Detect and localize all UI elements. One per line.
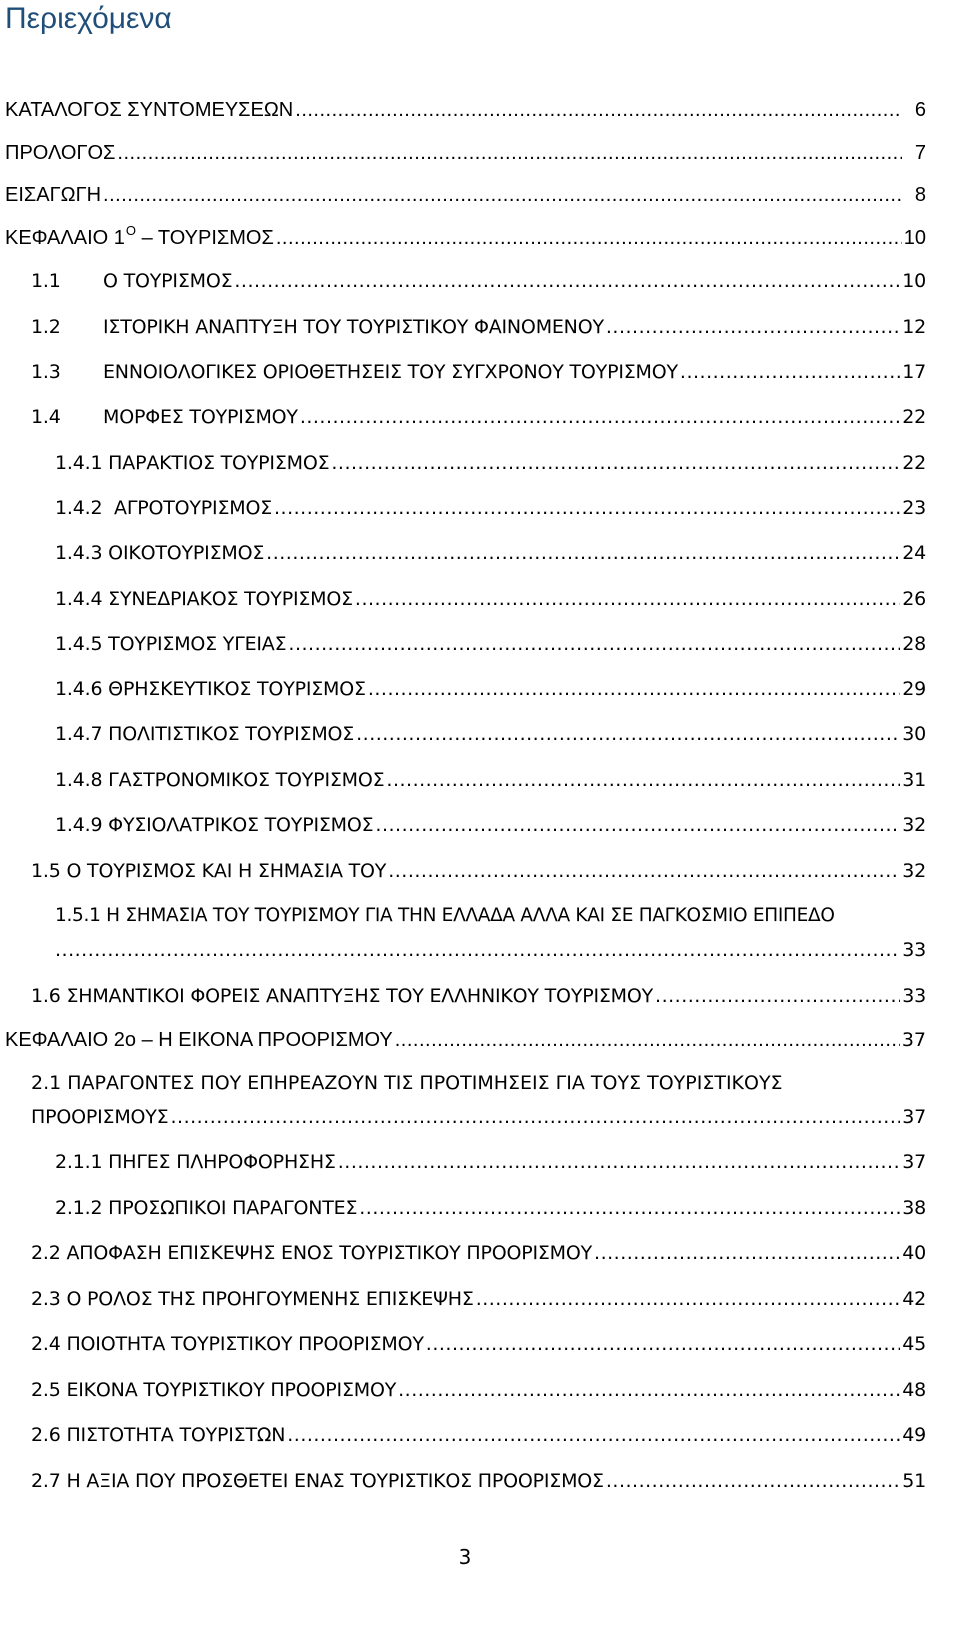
toc-entry-title: 2.1.1 ΠΗΓΕΣ ΠΛΗΡΟΦΟΡΗΣΗΣ [55,1151,336,1173]
toc-leader [331,451,900,475]
toc-entry-title: ΜΟΡΦΕΣ ΤΟΥΡΙΣΜΟΥ [103,406,298,428]
page-number: 3 [458,1545,472,1569]
toc-entry-page: 32 [902,860,926,882]
toc-entry-title: 2.3 Ο ΡΟΛΟΣ ΤΗΣ ΠΡΟΗΓΟΥΜΕΝΗΣ ΕΠΙΣΚΕΨΗΣ [31,1288,474,1310]
toc-entry-title[interactable]: 1.5.1 Η ΣΗΜΑΣΙΑ ΤΟΥ ΤΟΥΡΙΣΜΟΥ ΓΙΑ ΤΗΝ ΕΛΛΑΔΑ ΑΛΛΑ ΚΑΙ ΣΕ ΠΑΓΚΟΣΜΙΟ ΕΠΙΠΕΔΟ [55,905,835,926]
toc-entry-title: 1.6 ΣΗΜΑΝΤΙΚΟΙ ΦΟΡΕΙΣ ΑΝΑΠΤΥΞΗΣ ΤΟΥ ΕΛΛΗΝΙΚΟΥ ΤΟΥΡΙΣΜΟΥ [31,985,654,1007]
toc-leader [594,1241,900,1265]
toc-entry-title: 2.7 Η ΑΞΙΑ ΠΟΥ ΠΡΟΣΘΕΤΕΙ ΕΝΑΣ ΤΟΥΡΙΣΤΙΚΟΣ ΠΡΟΟΡΙΣΜΟΣ [31,1470,604,1492]
toc-entry[interactable] [31,1105,926,1129]
toc-entry-page: 42 [902,1288,926,1310]
toc-entry-number: 1.2 [31,316,61,338]
toc-entry[interactable] [55,768,926,792]
toc-entry-title: 2.5 ΕΙΚΟΝΑ ΤΟΥΡΙΣΤΙΚΟΥ ΠΡΟΟΡΙΣΜΟΥ [31,1379,397,1401]
toc-entry[interactable] [31,1241,926,1265]
toc-leader [266,541,900,565]
toc-leader [170,1105,900,1129]
toc-leader [426,1332,900,1356]
toc-entry-page: 30 [902,723,926,745]
toc-entry-title: 1.4.8 ΓΑΣΤΡΟΝΟΜΙΚΟΣ ΤΟΥΡΙΣΜΟΣ [55,769,385,791]
toc-entry-page: 26 [902,588,926,610]
toc-leader [388,859,900,883]
toc-entry[interactable] [31,1332,926,1356]
toc-leader [355,587,900,611]
toc-entry[interactable] [31,269,926,293]
toc-entry-page: 12 [902,316,926,338]
toc-entry-page: 8 [914,184,926,206]
toc-entry-title: 1.4.3 ΟΙΚΟΤΟΥΡΙΣΜΟΣ [55,542,265,564]
toc-leader [356,722,900,746]
toc-entry-title: 2.4 ΠΟΙΟΤΗΤΑ ΤΟΥΡΙΣΤΙΚΟΥ ΠΡΟΟΡΙΣΜΟΥ [31,1333,424,1355]
toc-entry[interactable] [55,587,926,611]
toc-leader [398,1378,900,1402]
toc-leader [295,98,902,122]
toc-entry-title-sup: Ο [125,223,137,238]
toc-entry[interactable] [31,859,926,883]
toc-heading: Περιεχόμενα [5,2,172,35]
toc-entry-title: 1.4.9 ΦΥΣΙΟΛΑΤΡΙΚΟΣ ΤΟΥΡΙΣΜΟΣ [55,814,374,836]
toc-leader [680,360,900,384]
toc-leader [606,1469,900,1493]
toc-entry-title[interactable]: 2.1 ΠΑΡΑΓΟΝΤΕΣ ΠΟΥ ΕΠΗΡΕΑΖΟΥΝ ΤΙΣ ΠΡΟΤΙΜΗΣΕΙΣ ΓΙΑ ΤΟΥΣ ΤΟΥΡΙΣΤΙΚΟΥΣ [31,1072,783,1094]
toc-entry-page: 6 [914,99,926,121]
toc-entry[interactable] [31,984,926,1008]
toc-entry[interactable] [5,183,926,207]
toc-leader [476,1287,901,1311]
toc-entry-title: 2.1.2 ΠΡΟΣΩΠΙΚΟΙ ΠΑΡΑΓΟΝΤΕΣ [55,1197,358,1219]
toc-entry-title: 1.4.4 ΣΥΝΕΔΡΙΑΚΟΣ ΤΟΥΡΙΣΜΟΣ [55,588,353,610]
toc-entry-title: 1.4.5 ΤΟΥΡΙΣΜΟΣ ΥΓΕΙΑΣ [55,633,287,655]
toc-entry-title: ΚΑΤΑΛΟΓΟΣ ΣΥΝΤΟΜΕΥΣΕΩΝ [5,99,294,121]
toc-leader [117,141,902,165]
toc-entry[interactable] [31,1469,926,1493]
toc-entry-page: 24 [902,542,926,564]
toc-entry-number: 1.4 [31,406,61,428]
toc-entry-page: 17 [902,361,926,383]
toc-entry-title: 2.6 ΠΙΣΤΟΤΗΤΑ ΤΟΥΡΙΣΤΩΝ [31,1424,286,1446]
toc-leader [234,269,900,293]
toc-entry-page: 32 [902,814,926,836]
toc-entry[interactable] [5,98,926,122]
toc-entry-title: 1.4.1 ΠΑΡΑΚΤΙΟΣ ΤΟΥΡΙΣΜΟΣ [55,452,330,474]
toc-entry[interactable] [31,1287,926,1311]
toc-entry-page: 10 [903,227,926,249]
toc-entry-page: 48 [902,1379,926,1401]
toc-entry-number: 1.3 [31,361,61,383]
toc-leader [655,984,900,1008]
toc-entry-page: 28 [902,633,926,655]
toc-entry-title-pre: ΚΕΦΑΛΑΙΟ 1 [5,227,125,249]
toc-leader [288,632,900,656]
toc-leader [274,496,900,520]
toc-entry[interactable] [55,451,926,475]
toc-entry-page: 33 [902,985,926,1007]
toc-leader [368,677,900,701]
toc-entry-title: Ο ΤΟΥΡΙΣΜΟΣ [103,270,233,292]
toc-entry[interactable] [31,360,926,384]
toc-entry-page: 33 [902,939,926,961]
toc-entry-page: 45 [902,1333,926,1355]
toc-leader [338,1150,900,1174]
toc-entry-title: ΙΣΤΟΡΙΚΗ ΑΝΑΠΤΥΞΗ ΤΟΥ ΤΟΥΡΙΣΤΙΚΟΥ ΦΑΙΝΟΜΕΝΟΥ [103,316,604,338]
toc-entry[interactable] [31,405,926,429]
toc-entry[interactable] [55,813,926,837]
toc-entry-title [5,223,274,252]
toc-leader [606,315,900,339]
toc-entry-page: 23 [902,497,926,519]
toc-entry-page: 22 [902,452,926,474]
toc-entry-page: 37 [902,1151,926,1173]
toc-entry-title: 1.4.6 ΘΡΗΣΚΕΥΤΙΚΟΣ ΤΟΥΡΙΣΜΟΣ [55,678,366,700]
toc-leader [300,405,900,429]
toc-entry-number: 1.1 [31,270,61,292]
toc-entry-page: 37 [901,1029,926,1051]
toc-leader [395,1028,900,1052]
toc-entry[interactable] [55,722,926,746]
toc-entry-title: 1.5 Ο ΤΟΥΡΙΣΜΟΣ ΚΑΙ Η ΣΗΜΑΣΙΑ ΤΟΥ [31,860,387,882]
toc-entry-page: 7 [914,142,926,164]
toc-entry[interactable] [5,223,926,252]
toc-entry-title-cont: ΠΡΟΟΡΙΣΜΟΥΣ [31,1106,169,1128]
toc-entry[interactable] [55,541,926,565]
toc-entry-title: 1.4.2 ΑΓΡΟΤΟΥΡΙΣΜΟΣ [55,497,273,519]
toc-entry[interactable] [55,677,926,701]
toc-entry[interactable] [31,1423,926,1447]
toc-entry[interactable] [55,632,926,656]
toc-entry[interactable] [31,1378,926,1402]
toc-entry-page: 22 [902,406,926,428]
toc-entry[interactable] [5,1028,926,1052]
toc-entry-page: 40 [902,1242,926,1264]
toc-entry[interactable] [5,141,926,165]
toc-entry-title: ΕΝΝΟΙΟΛΟΓΙΚΕΣ ΟΡΙΟΘΕΤΗΣΕΙΣ ΤΟΥ ΣΥΓΧΡΟΝΟΥ ΤΟΥΡΙΣΜΟΥ [103,361,678,383]
toc-entry[interactable] [55,1196,926,1220]
toc-leader [386,768,900,792]
toc-entry[interactable] [55,1150,926,1174]
toc-entry-page: 10 [902,270,926,292]
toc-entry-page: 37 [902,1106,926,1128]
toc-leader [287,1423,900,1447]
toc-entry-title: 1.4.7 ΠΟΛΙΤΙΣΤΙΚΟΣ ΤΟΥΡΙΣΜΟΣ [55,723,355,745]
toc-leader [276,226,902,250]
toc-entry-page: 31 [902,769,926,791]
toc-entry-page: 38 [902,1197,926,1219]
toc-leader [103,183,902,207]
toc-leader [359,1196,900,1220]
toc-entry[interactable] [55,938,926,962]
toc-leader [375,813,900,837]
toc-entry-page: 49 [902,1424,926,1446]
toc-leader [55,938,900,962]
toc-entry-title: ΠΡΟΛΟΓΟΣ [5,142,116,164]
toc-entry[interactable] [31,315,926,339]
toc-entry-title: ΕΙΣΑΓΩΓΗ [5,184,102,206]
toc-entry[interactable] [55,496,926,520]
toc-entry-page: 29 [902,678,926,700]
toc-entry-title-post: – ΤΟΥΡΙΣΜΟΣ [136,227,274,249]
toc-entry-title: ΚΕΦΑΛΑΙΟ 2ο – Η ΕΙΚΟΝΑ ΠΡΟΟΡΙΣΜΟΥ [5,1029,393,1051]
toc-entry-page: 51 [902,1470,926,1492]
toc-entry-title: 2.2 ΑΠΟΦΑΣΗ ΕΠΙΣΚΕΨΗΣ ΕΝΟΣ ΤΟΥΡΙΣΤΙΚΟΥ ΠΡΟΟΡΙΣΜΟΥ [31,1242,593,1264]
